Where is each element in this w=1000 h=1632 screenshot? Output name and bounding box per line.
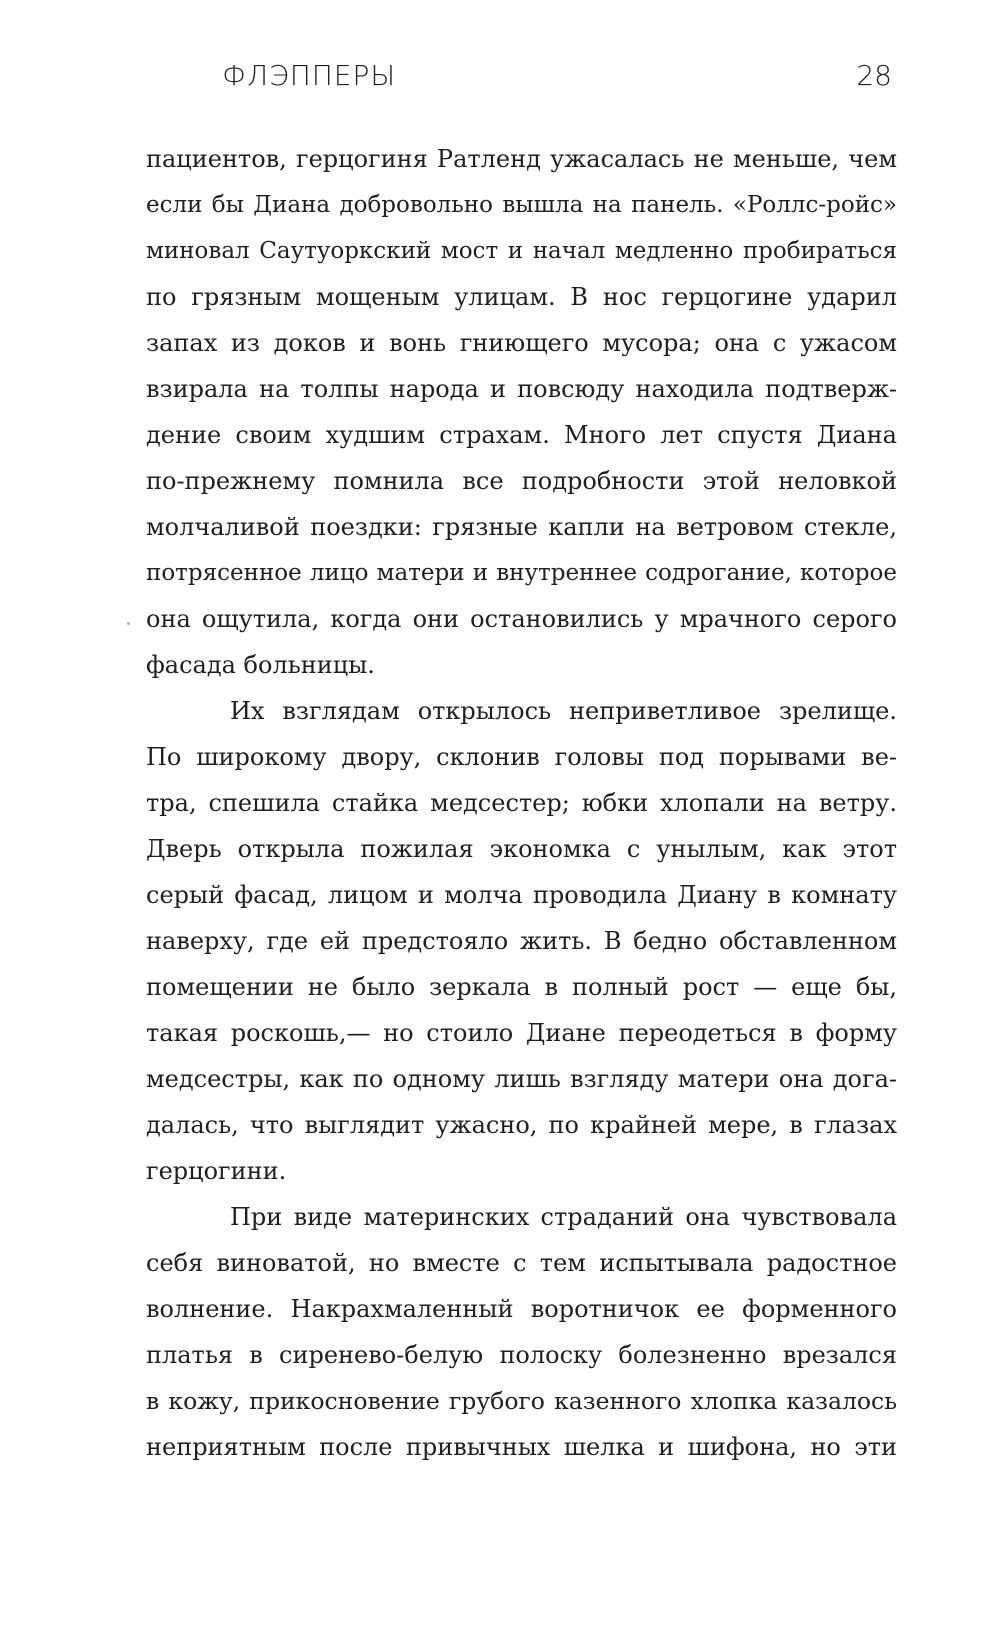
text-line: Дверь открыла пожилая экономка с унылым, как этот [146,835,897,863]
text-line: такая роскошь,— но стоило Диане переодеться в форму [146,1019,897,1047]
paragraph-3 [146,1194,897,1470]
text-line: пациентов, герцогиня Ратленд ужасалась не меньше, чем [146,145,897,173]
text-line: герцогини. [146,1157,287,1185]
text-line: себя виноватой, но вместе с тем испытывала радостное [146,1249,897,1277]
body-text [146,136,897,1470]
paragraph-2 [146,688,897,1194]
text-line: дение своим худшим страхам. Много лет спустя Диана [146,421,897,449]
text-line: фасада больницы. [146,651,375,679]
text-line: При виде материнских страданий она чувствовала [230,1203,897,1231]
paragraph-1 [146,136,897,688]
text-line: платья в сиренево-белую полоску болезненно врезался [146,1341,897,1369]
text-line: потрясенное лицо матери и внутреннее содрогание, которое [146,560,897,586]
text-line: взирала на толпы народа и повсюду находила подтверж- [146,375,897,403]
text-line: она ощутила, когда они остановились у мрачного серого [146,605,897,633]
text-line: По широкому двору, склонив головы под порывами ве- [146,743,897,771]
text-line: по-прежнему помнила все подробности этой неловкой [146,467,897,495]
text-line: запах из доков и вонь гниющего мусора; она с ужасом [146,329,897,357]
text-line: серый фасад, лицом и молча проводила Диану в комнату [146,881,897,909]
page-number: 28 [856,59,892,92]
scan-speck [127,622,130,625]
text-line: помещении не было зеркала в полный рост — еще бы, [146,973,897,1001]
text-line: в кожу, прикосновение грубого казенного хлопка казалось [146,1387,897,1415]
text-line: по грязным мощеным улицам. В нос герцогине ударил [146,283,897,311]
text-line: неприятным после привычных шелка и шифона, но эти [146,1433,897,1461]
text-line: молчаливой поездки: грязные капли на ветровом стекле, [146,513,897,541]
text-line: Их взглядам открылось неприветливое зрелище. [230,697,897,725]
running-title: ФЛЭППЕРЫ [222,59,397,92]
text-line: если бы Диана добровольно вышла на панель. «Роллс-ройс» [146,192,897,218]
text-line: волнение. Накрахмаленный воротничок ее форменного [146,1295,897,1323]
text-line: медсестры, как по одному лишь взгляду матери она дога- [146,1065,897,1093]
text-line: тра, спешила стайка медсестер; юбки хлопали на ветру. [146,789,897,817]
text-line: миновал Саутуоркский мост и начал медленно пробираться [146,238,897,264]
text-line: далась, что выглядит ужасно, по крайней мере, в глазах [146,1111,897,1139]
text-line: наверху, где ей предстояло жить. В бедно обставленном [146,927,897,955]
